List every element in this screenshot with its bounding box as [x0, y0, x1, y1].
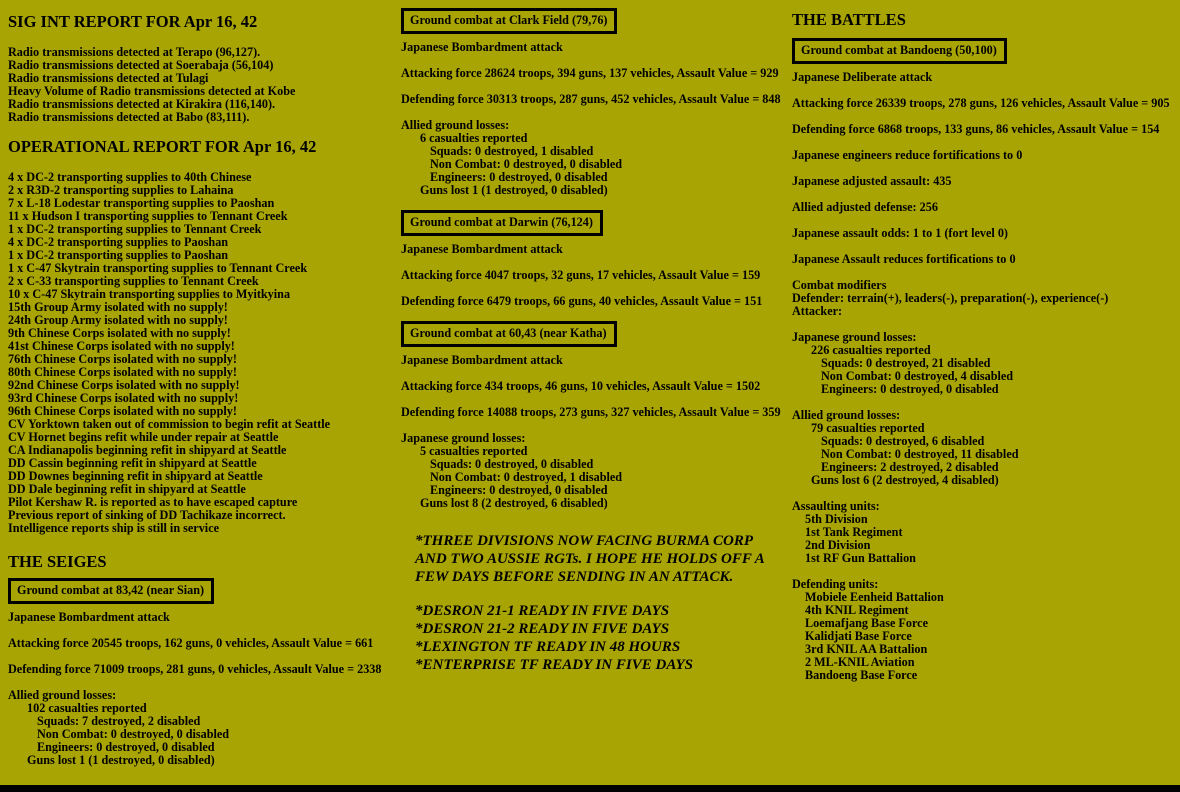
- loss-detail-line: Squads: 0 destroyed, 0 disabled: [430, 457, 594, 471]
- sigint-line: Radio transmissions detected at Tulagi: [8, 71, 209, 85]
- japanese-ground-losses: [401, 432, 792, 510]
- unit-name: Kalidjati Base Force: [805, 629, 912, 643]
- operational-line: 4 x DC-2 transporting supplies to Paoshan: [8, 235, 229, 249]
- operational-line: 1 x C-47 Skytrain transporting supplies to Tennant Creek: [8, 261, 308, 275]
- combat-location-link-katha[interactable]: Ground combat at 60,43 (near Katha): [401, 321, 617, 347]
- loss-detail-line: Engineers: 0 destroyed, 0 disabled: [430, 483, 608, 497]
- casualties-reported: 79 casualties reported: [811, 421, 925, 435]
- loss-details: [401, 458, 792, 497]
- sigint-line: Radio transmissions detected at Kirakira (116,140).: [8, 97, 276, 111]
- loss-detail-line: Squads: 7 destroyed, 2 disabled: [37, 714, 201, 728]
- attack-type: Japanese Deliberate attack: [792, 70, 933, 84]
- left-column: [8, 8, 401, 785]
- loss-detail-line: Engineers: 0 destroyed, 0 disabled: [430, 170, 608, 184]
- loss-detail-line: Squads: 0 destroyed, 6 disabled: [821, 434, 985, 448]
- note-list: [415, 602, 792, 674]
- sigint-line: Radio transmissions detected at Terapo (96,127).: [8, 45, 261, 59]
- combat-location-link-clark-field[interactable]: Ground combat at Clark Field (79,76): [401, 8, 617, 34]
- attacking-force: Attacking force 434 troops, 46 guns, 10 vehicles, Assault Value = 1502: [401, 379, 761, 393]
- loss-detail-line: Non Combat: 0 destroyed, 1 disabled: [430, 470, 623, 484]
- combat-modifier-line: Defender: terrain(+), leaders(-), preparation(-), experience(-): [792, 291, 1109, 305]
- unit-name: Bandoeng Base Force: [805, 668, 918, 682]
- casualties-reported: 6 casualties reported: [420, 131, 528, 145]
- losses-title: Japanese ground losses:: [792, 330, 917, 344]
- combat-location-link-darwin[interactable]: Ground combat at Darwin (76,124): [401, 210, 603, 236]
- operational-line: 96th Chinese Corps isolated with no supply!: [8, 404, 237, 418]
- battle-detail-line: Japanese adjusted assault: 435: [792, 174, 952, 188]
- loss-detail-line: Engineers: 0 destroyed, 0 disabled: [37, 740, 215, 754]
- loss-detail-line: Squads: 0 destroyed, 1 disabled: [430, 144, 594, 158]
- combat-modifier-line: Combat modifiers: [792, 278, 887, 292]
- loss-detail-line: Non Combat: 0 destroyed, 0 disabled: [430, 157, 623, 171]
- casualties-reported: 5 casualties reported: [420, 444, 528, 458]
- casualties-reported: 102 casualties reported: [27, 701, 147, 715]
- defending-force: Defending force 14088 troops, 273 guns, 327 vehicles, Assault Value = 359: [401, 405, 781, 419]
- attacking-force: Attacking force 26339 troops, 278 guns, 126 vehicles, Assault Value = 905: [792, 96, 1170, 110]
- unit-name: 2nd Division: [805, 538, 871, 552]
- note-line: *THREE DIVISIONS NOW FACING BURMA CORP: [415, 533, 754, 549]
- battle-detail-lines: [792, 149, 1180, 266]
- losses-title: Japanese ground losses:: [401, 431, 526, 445]
- loss-detail-line: Engineers: 2 destroyed, 2 disabled: [821, 460, 999, 474]
- battle-detail-line: Japanese Assault reduces fortifications to 0: [792, 252, 1016, 266]
- middle-column: [401, 8, 792, 785]
- loss-details: [401, 145, 792, 184]
- player-notes: [401, 532, 792, 674]
- note-line: *LEXINGTON TF READY IN 48 HOURS: [415, 639, 681, 655]
- operational-line: 7 x L-18 Lodestar transporting supplies to Paoshan: [8, 196, 275, 210]
- attacking-force: Attacking force 28624 troops, 394 guns, 137 vehicles, Assault Value = 929: [401, 66, 779, 80]
- allied-ground-losses: [401, 119, 792, 197]
- defending-force: Defending force 6868 troops, 133 guns, 86 vehicles, Assault Value = 154: [792, 122, 1160, 136]
- loss-detail-line: Non Combat: 0 destroyed, 11 disabled: [821, 447, 1019, 461]
- operational-line: DD Downes beginning refit in shipyard at Seattle: [8, 469, 263, 483]
- battle-detail-line: Japanese engineers reduce fortifications to 0: [792, 148, 1023, 162]
- battle-detail-line: Japanese assault odds: 1 to 1 (fort level 0): [792, 226, 1008, 240]
- operational-line: 2 x R3D-2 transporting supplies to Lahaina: [8, 183, 234, 197]
- guns-lost: Guns lost 1 (1 destroyed, 0 disabled): [420, 183, 608, 197]
- note-paragraph: [415, 532, 792, 586]
- guns-lost: Guns lost 6 (2 destroyed, 4 disabled): [811, 473, 999, 487]
- bottom-edge-bar: [0, 785, 1180, 792]
- note-line: AND TWO AUSSIE RGTs. I HOPE HE HOLDS OFF A: [415, 551, 765, 567]
- loss-details: [8, 715, 401, 754]
- combat-location-link-bandoeng[interactable]: Ground combat at Bandoeng (50,100): [792, 38, 1007, 64]
- sigint-report-title: SIG INT REPORT FOR Apr 16, 42: [8, 12, 258, 31]
- operational-line: 80th Chinese Corps isolated with no supply!: [8, 365, 237, 379]
- operational-line: 93rd Chinese Corps isolated with no supply!: [8, 391, 239, 405]
- operational-lines: [8, 171, 401, 535]
- operational-line: DD Dale beginning refit in shipyard at Seattle: [8, 482, 246, 496]
- guns-lost: Guns lost 1 (1 destroyed, 0 disabled): [27, 753, 215, 767]
- operational-line: 24th Group Army isolated with no supply!: [8, 313, 228, 327]
- guns-lost: Guns lost 8 (2 destroyed, 6 disabled): [420, 496, 608, 510]
- note-line: *DESRON 21-1 READY IN FIVE DAYS: [415, 603, 670, 619]
- operational-line: 76th Chinese Corps isolated with no supply!: [8, 352, 237, 366]
- attacking-force: Attacking force 20545 troops, 162 guns, 0 vehicles, Assault Value = 661: [8, 636, 374, 650]
- operational-line: 11 x Hudson I transporting supplies to Tennant Creek: [8, 209, 288, 223]
- casualties-reported: 226 casualties reported: [811, 343, 931, 357]
- operational-line: Intelligence reports ship is still in service: [8, 521, 220, 535]
- losses-title: Allied ground losses:: [792, 408, 901, 422]
- sieges-title: THE SEIGES: [8, 552, 107, 571]
- attack-type: Japanese Bombardment attack: [8, 610, 170, 624]
- defending-force: Defending force 71009 troops, 281 guns, 0 vehicles, Assault Value = 2338: [8, 662, 382, 676]
- unit-name: 5th Division: [805, 512, 868, 526]
- right-column: [792, 8, 1180, 785]
- attacking-force: Attacking force 4047 troops, 32 guns, 17 vehicles, Assault Value = 159: [401, 268, 761, 282]
- unit-name: 2 ML-KNIL Aviation: [805, 655, 915, 669]
- unit-name: 3rd KNIL AA Battalion: [805, 642, 928, 656]
- assaulting-units-list: [792, 513, 1180, 565]
- loss-detail-line: Engineers: 0 destroyed, 0 disabled: [821, 382, 999, 396]
- battles-title: THE BATTLES: [792, 10, 906, 29]
- unit-name: 4th KNIL Regiment: [805, 603, 909, 617]
- japanese-ground-losses: [792, 331, 1180, 396]
- allied-ground-losses: [8, 689, 401, 767]
- battle-detail-line: Allied adjusted defense: 256: [792, 200, 938, 214]
- sigint-line: Radio transmissions detected at Babo (83,111).: [8, 110, 250, 124]
- assaulting-units-title: Assaulting units:: [792, 499, 880, 513]
- operational-line: 10 x C-47 Skytrain transporting supplies to Myitkyina: [8, 287, 291, 301]
- battle-header-clark-field: [401, 8, 792, 34]
- defending-units: [792, 578, 1180, 682]
- unit-name: 1st Tank Regiment: [805, 525, 903, 539]
- sigint-line: Radio transmissions detected at Soerabaja (56,104): [8, 58, 274, 72]
- combat-location-link-sian[interactable]: Ground combat at 83,42 (near Sian): [8, 578, 214, 604]
- unit-name: Loemafjang Base Force: [805, 616, 928, 630]
- operational-line: 15th Group Army isolated with no supply!: [8, 300, 228, 314]
- operational-line: 1 x DC-2 transporting supplies to Paoshan: [8, 248, 229, 262]
- defending-force: Defending force 30313 troops, 287 guns, 452 vehicles, Assault Value = 848: [401, 92, 781, 106]
- allied-ground-losses: [792, 409, 1180, 487]
- operational-line: CV Yorktown taken out of commission to begin refit at Seattle: [8, 417, 331, 431]
- operational-line: Previous report of sinking of DD Tachikaze incorrect.: [8, 508, 286, 522]
- note-line: *DESRON 21-2 READY IN FIVE DAYS: [415, 621, 670, 637]
- loss-detail-line: Non Combat: 0 destroyed, 4 disabled: [821, 369, 1014, 383]
- combat-modifiers: [792, 279, 1180, 318]
- defending-units-list: [792, 591, 1180, 682]
- operational-line: 4 x DC-2 transporting supplies to 40th Chinese: [8, 170, 252, 184]
- losses-title: Allied ground losses:: [8, 688, 117, 702]
- operational-report-title: OPERATIONAL REPORT FOR Apr 16, 42: [8, 137, 317, 156]
- operational-line: DD Cassin beginning refit in shipyard at Seattle: [8, 456, 257, 470]
- attack-type: Japanese Bombardment attack: [401, 242, 563, 256]
- sigint-line: Heavy Volume of Radio transmissions detected at Kobe: [8, 84, 296, 98]
- siege-battle-header: [8, 578, 401, 604]
- note-line: *ENTERPRISE TF READY IN FIVE DAYS: [415, 657, 693, 673]
- attack-type: Japanese Bombardment attack: [401, 40, 563, 54]
- defending-units-title: Defending units:: [792, 577, 879, 591]
- sigint-lines: [8, 46, 401, 124]
- operational-line: Pilot Kershaw R. is reported as to have escaped capture: [8, 495, 298, 509]
- assaulting-units: [792, 500, 1180, 565]
- note-line: FEW DAYS BEFORE SENDING IN AN ATTACK.: [415, 569, 734, 585]
- operational-line: CA Indianapolis beginning refit in shipyard at Seattle: [8, 443, 287, 457]
- loss-details: [792, 435, 1180, 474]
- operational-line: 1 x DC-2 transporting supplies to Tennant Creek: [8, 222, 262, 236]
- combat-modifier-line: Attacker:: [792, 304, 843, 318]
- unit-name: 1st RF Gun Battalion: [805, 551, 916, 565]
- operational-line: 2 x C-33 transporting supplies to Tennant Creek: [8, 274, 259, 288]
- attack-type: Japanese Bombardment attack: [401, 353, 563, 367]
- operational-line: 9th Chinese Corps isolated with no supply!: [8, 326, 231, 340]
- losses-title: Allied ground losses:: [401, 118, 510, 132]
- defending-force: Defending force 6479 troops, 66 guns, 40 vehicles, Assault Value = 151: [401, 294, 763, 308]
- notes-gap: [415, 586, 792, 602]
- operational-line: CV Hornet begins refit while under repair at Seattle: [8, 430, 279, 444]
- loss-detail-line: Non Combat: 0 destroyed, 0 disabled: [37, 727, 230, 741]
- battle-header-bandoeng: [792, 38, 1180, 64]
- unit-name: Mobiele Eenheid Battalion: [805, 590, 944, 604]
- battle-header-darwin: [401, 210, 792, 236]
- loss-detail-line: Squads: 0 destroyed, 21 disabled: [821, 356, 991, 370]
- loss-details: [792, 357, 1180, 396]
- battle-header-katha: [401, 321, 792, 347]
- operational-line: 41st Chinese Corps isolated with no supply!: [8, 339, 235, 353]
- operational-line: 92nd Chinese Corps isolated with no supply!: [8, 378, 240, 392]
